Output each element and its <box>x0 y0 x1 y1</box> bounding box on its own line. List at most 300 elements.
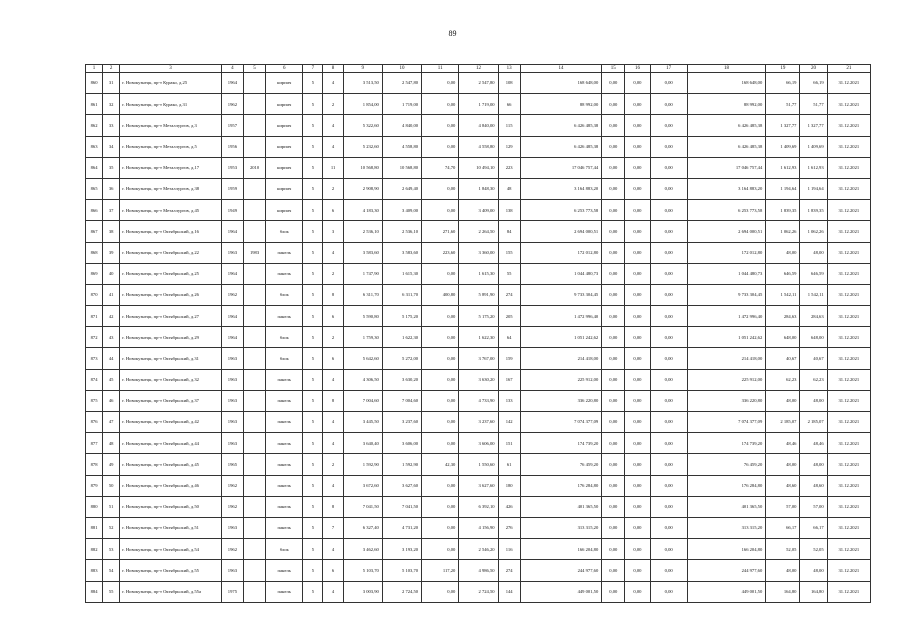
table-cell: 0,00 <box>650 433 687 454</box>
table-cell: 5 642,60 <box>343 348 382 369</box>
table-cell: 31.12.2021 <box>827 433 870 454</box>
table-cell: 0,00 <box>625 581 650 602</box>
table-cell: 31.12.2021 <box>827 263 870 284</box>
table-cell: 142 <box>498 412 520 433</box>
table-cell: 10 568,80 <box>382 157 421 178</box>
table-cell: 10 494,10 <box>459 157 498 178</box>
table-cell: панель <box>266 263 303 284</box>
table-cell: 866 <box>86 200 103 221</box>
table-cell: 276 <box>498 517 520 538</box>
column-header: 15 <box>602 65 625 73</box>
table-cell: 6 <box>323 348 343 369</box>
table-cell: 0,00 <box>602 327 625 348</box>
column-header: 14 <box>520 65 602 73</box>
table-cell: кирпич <box>266 200 303 221</box>
table-row <box>86 306 871 327</box>
table-row <box>86 369 871 390</box>
table-cell: 867 <box>86 221 103 242</box>
table-cell: 0,00 <box>650 157 687 178</box>
table-cell: 2 185,07 <box>766 412 800 433</box>
column-header: 7 <box>303 65 323 73</box>
table-cell: 3 767,00 <box>459 348 498 369</box>
table-cell: 167 <box>498 369 520 390</box>
table-row <box>86 475 871 496</box>
table-cell: 1 839,35 <box>800 200 827 221</box>
table-cell: 1 044 480,73 <box>687 263 766 284</box>
table-cell: 274 <box>498 284 520 305</box>
table-cell: 31.12.2021 <box>827 115 870 136</box>
address-cell: г. Новокузнецк, пр-т Октябрьский, д.32 <box>120 369 222 390</box>
table-cell: 2 <box>323 94 343 115</box>
table-cell: кирпич <box>266 136 303 157</box>
table-cell: 3 164 883,20 <box>520 178 602 199</box>
registry-table <box>85 64 871 603</box>
table-cell: 3 630,20 <box>382 369 421 390</box>
table-cell: панель <box>266 412 303 433</box>
address-cell: г. Новокузнецк, пр-т Октябрьский, д.45 <box>120 454 222 475</box>
table-cell <box>243 263 265 284</box>
table-row <box>86 454 871 475</box>
table-cell: 31.12.2021 <box>827 581 870 602</box>
table-cell: 1 327,77 <box>766 115 800 136</box>
table-cell: 3 583,60 <box>382 242 421 263</box>
table-cell: 66 <box>498 94 520 115</box>
table-cell: 879 <box>86 475 103 496</box>
table-cell: 0,00 <box>650 221 687 242</box>
table-cell: 1963 <box>221 242 243 263</box>
table-cell: 0,00 <box>602 263 625 284</box>
table-cell: 6 <box>323 306 343 327</box>
table-cell: 883 <box>86 560 103 581</box>
table-cell: 4 306,50 <box>343 369 382 390</box>
table-cell: 3 164 883,20 <box>687 178 766 199</box>
table-cell: 5 175,20 <box>459 306 498 327</box>
column-header: 12 <box>459 65 498 73</box>
table-cell: 646,59 <box>800 263 827 284</box>
table-cell: 5 <box>303 581 323 602</box>
table-cell: панель <box>266 517 303 538</box>
table-cell: 41 <box>103 284 120 305</box>
table-cell: 2 724,50 <box>459 581 498 602</box>
table-cell: 0,00 <box>422 263 459 284</box>
table-cell: 0,00 <box>625 496 650 517</box>
table-cell: 42 <box>103 306 120 327</box>
table-cell: 0,00 <box>650 263 687 284</box>
table-cell: 48,00 <box>800 560 827 581</box>
table-cell: 3 513,50 <box>343 73 382 94</box>
table-cell: 66,19 <box>800 73 827 94</box>
table-cell: 35 <box>103 157 120 178</box>
table-cell: 5 <box>303 263 323 284</box>
table-cell: блок <box>266 221 303 242</box>
table-cell: 7 041,50 <box>382 496 421 517</box>
table-cell: 76 459,20 <box>520 454 602 475</box>
table-cell: 180 <box>498 475 520 496</box>
table-cell: 0,00 <box>625 327 650 348</box>
table-cell: 5 <box>303 94 323 115</box>
table-cell: 1 044 480,73 <box>520 263 602 284</box>
table-cell: 4 <box>323 369 343 390</box>
address-cell: г. Новокузнецк, пр-т Октябрьский, д.27 <box>120 306 222 327</box>
table-cell: 172 012,80 <box>687 242 766 263</box>
table-cell: 57,00 <box>766 496 800 517</box>
column-header: 3 <box>120 65 222 73</box>
table-cell <box>243 581 265 602</box>
table-cell: 8 <box>323 390 343 411</box>
table-cell: 1 612,93 <box>800 157 827 178</box>
address-cell: г. Новокузнецк, пр-т Металлургов, д.45 <box>120 200 222 221</box>
address-cell: г. Новокузнецк, пр-т Курако, д.31 <box>120 94 222 115</box>
table-cell: 5 <box>303 73 323 94</box>
table-cell: 164,80 <box>766 581 800 602</box>
table-row <box>86 581 871 602</box>
table-cell: 878 <box>86 454 103 475</box>
table-cell: 1 747,90 <box>343 263 382 284</box>
table-cell: 0,00 <box>602 517 625 538</box>
address-cell: г. Новокузнецк, пр-т Металлургов, д.3 <box>120 115 222 136</box>
table-cell: 4 <box>323 581 343 602</box>
table-cell: 48 <box>103 433 120 454</box>
table-cell: 0,00 <box>422 390 459 411</box>
table-cell: панель <box>266 369 303 390</box>
table-cell: 155 <box>498 242 520 263</box>
table-cell: 159 <box>498 348 520 369</box>
table-cell: кирпич <box>266 115 303 136</box>
table-cell: 862 <box>86 115 103 136</box>
table-cell: 401 365,50 <box>687 496 766 517</box>
table-cell: 0,00 <box>422 581 459 602</box>
table-cell: 5 590,80 <box>343 306 382 327</box>
table-cell <box>243 348 265 369</box>
table-cell: 1959 <box>221 178 243 199</box>
table-cell: 31.12.2021 <box>827 348 870 369</box>
table-cell: 4 156,90 <box>459 517 498 538</box>
table-cell: 449 001,50 <box>520 581 602 602</box>
table-cell: блок <box>266 539 303 560</box>
address-cell: г. Новокузнецк, пр-т Октябрьский, д.22 <box>120 242 222 263</box>
address-cell: г. Новокузнецк, пр-т Октябрьский, д.55а <box>120 581 222 602</box>
table-cell: 1962 <box>221 496 243 517</box>
table-cell: 3 003,90 <box>343 581 382 602</box>
column-header: 8 <box>323 65 343 73</box>
table-cell: 0,00 <box>625 284 650 305</box>
table-cell: 0,00 <box>625 242 650 263</box>
table-cell <box>243 136 265 157</box>
table-cell: 48,00 <box>766 242 800 263</box>
table-cell: 129 <box>498 136 520 157</box>
address-cell: г. Новокузнецк, пр-т Октябрьский, д.16 <box>120 221 222 242</box>
table-cell: 31.12.2021 <box>827 390 870 411</box>
table-cell: 4 <box>323 73 343 94</box>
table-cell: 205 <box>498 306 520 327</box>
table-cell: 0,00 <box>650 327 687 348</box>
table-cell: 648,00 <box>800 327 827 348</box>
table-cell: 7 074 377,09 <box>520 412 602 433</box>
table-header-row <box>86 65 871 73</box>
table-cell: 861 <box>86 94 103 115</box>
table-cell: 9 733 304,45 <box>687 284 766 305</box>
table-cell <box>243 539 265 560</box>
table-row <box>86 178 871 199</box>
table-cell: 1963 <box>221 369 243 390</box>
table-cell: 2 <box>323 327 343 348</box>
table-cell: 48,00 <box>766 560 800 581</box>
address-cell: г. Новокузнецк, пр-т Курако, д.25 <box>120 73 222 94</box>
table-cell: 0,00 <box>602 115 625 136</box>
table-cell: блок <box>266 327 303 348</box>
table-cell: 0,00 <box>625 348 650 369</box>
table-cell: 1964 <box>221 327 243 348</box>
table-cell: 882 <box>86 539 103 560</box>
table-cell: 48,00 <box>766 454 800 475</box>
table-cell <box>243 115 265 136</box>
table-cell: 0,00 <box>602 496 625 517</box>
table-row <box>86 73 871 94</box>
address-cell: г. Новокузнецк, пр-т Октябрьский, д.25 <box>120 263 222 284</box>
table-cell: 31.12.2021 <box>827 157 870 178</box>
table-cell: 5 <box>303 454 323 475</box>
table-cell: 0,00 <box>602 433 625 454</box>
table-cell: 66,17 <box>766 517 800 538</box>
table-cell: 0,00 <box>422 200 459 221</box>
table-cell: 0,00 <box>422 136 459 157</box>
table-cell: 0,00 <box>650 94 687 115</box>
table-cell: 31 <box>103 73 120 94</box>
table-cell: 48,46 <box>800 433 827 454</box>
table-cell: 115 <box>498 115 520 136</box>
address-cell: г. Новокузнецк, пр-т Октябрьский, д.50 <box>120 496 222 517</box>
column-header: 11 <box>422 65 459 73</box>
column-header: 5 <box>243 65 265 73</box>
table-cell: 336 220,80 <box>687 390 766 411</box>
table-cell: 875 <box>86 390 103 411</box>
table-cell: 5 <box>303 475 323 496</box>
table-cell: 1983 <box>243 242 265 263</box>
table-cell: 0,00 <box>625 94 650 115</box>
table-cell: 1 051 242,62 <box>520 327 602 348</box>
table-cell: 0,00 <box>422 327 459 348</box>
table-cell: 3 627,60 <box>382 475 421 496</box>
table-cell: 5 <box>303 539 323 560</box>
table-cell: 3 237,60 <box>382 412 421 433</box>
table-cell: 2 546,20 <box>459 539 498 560</box>
table-cell: 1 051 242,62 <box>687 327 766 348</box>
table-cell: 2 694 000,51 <box>520 221 602 242</box>
table-cell: 646,59 <box>766 263 800 284</box>
table-cell: кирпич <box>266 157 303 178</box>
table-cell: 52 <box>103 517 120 538</box>
table-cell: 1962 <box>221 475 243 496</box>
table-cell: 54 <box>103 560 120 581</box>
table-cell: 2 694 000,51 <box>687 221 766 242</box>
table-cell: 31.12.2021 <box>827 369 870 390</box>
table-cell: 1964 <box>221 221 243 242</box>
table-cell <box>243 94 265 115</box>
table-cell: 2 536,10 <box>382 221 421 242</box>
table-cell: 284,63 <box>800 306 827 327</box>
table-cell: 2 649,40 <box>382 178 421 199</box>
table-cell: 1975 <box>221 581 243 602</box>
table-cell: 1963 <box>221 390 243 411</box>
table-cell: кирпич <box>266 94 303 115</box>
table-cell: 48,00 <box>800 390 827 411</box>
table-cell: 0,00 <box>650 517 687 538</box>
table-cell: 36 <box>103 178 120 199</box>
table-cell: 0,00 <box>625 136 650 157</box>
table-cell: 57,00 <box>800 496 827 517</box>
table-cell: 1964 <box>221 73 243 94</box>
table-cell: 0,00 <box>625 560 650 581</box>
table-cell: 1962 <box>221 539 243 560</box>
table-cell: 51,77 <box>766 94 800 115</box>
table-cell: 1964 <box>221 263 243 284</box>
table-cell: 5 <box>303 348 323 369</box>
table-cell: 0,00 <box>602 178 625 199</box>
table-cell: 214 418,00 <box>520 348 602 369</box>
table-cell: 3 627,60 <box>459 475 498 496</box>
table-cell: 271,60 <box>422 221 459 242</box>
table-cell: 426 <box>498 496 520 517</box>
table-cell: 6 327,40 <box>343 517 382 538</box>
table-cell: 0,00 <box>422 369 459 390</box>
table-cell: 0,00 <box>422 115 459 136</box>
table-cell: 33 <box>103 115 120 136</box>
table-cell: 0,00 <box>650 539 687 560</box>
table-cell: 1 542,11 <box>766 284 800 305</box>
table-cell: 0,00 <box>625 263 650 284</box>
table-cell: 0,00 <box>602 539 625 560</box>
table-cell: 5 <box>303 242 323 263</box>
table-cell: 1 592,90 <box>382 454 421 475</box>
table-cell: 48,00 <box>766 390 800 411</box>
table-cell: 40 <box>103 263 120 284</box>
table-cell: 5 <box>303 136 323 157</box>
table-cell: 876 <box>86 412 103 433</box>
table-cell: 0,00 <box>602 221 625 242</box>
table-cell: 1 839,35 <box>766 200 800 221</box>
table-cell: кирпич <box>266 178 303 199</box>
table-cell: 2 <box>323 454 343 475</box>
table-cell <box>243 369 265 390</box>
table-cell: 43 <box>103 327 120 348</box>
table-cell: 31.12.2021 <box>827 454 870 475</box>
table-cell: 4 986,50 <box>459 560 498 581</box>
table-cell: 0,00 <box>625 369 650 390</box>
table-cell: 2 <box>323 178 343 199</box>
table-cell: 39 <box>103 242 120 263</box>
table-cell: 0,00 <box>602 242 625 263</box>
address-cell: г. Новокузнецк, пр-т Октябрьский, д.46 <box>120 475 222 496</box>
table-cell: 4 840,00 <box>382 115 421 136</box>
table-cell: 2 547,80 <box>382 73 421 94</box>
table-cell <box>243 475 265 496</box>
table-cell: 0,00 <box>625 475 650 496</box>
table-cell <box>243 73 265 94</box>
table-cell: 860 <box>86 73 103 94</box>
table-cell: 31.12.2021 <box>827 136 870 157</box>
table-cell: 0,00 <box>650 348 687 369</box>
table-row <box>86 115 871 136</box>
table-cell: 1 472 996,40 <box>520 306 602 327</box>
column-header: 1 <box>86 65 103 73</box>
table-cell: 400,80 <box>422 284 459 305</box>
table-cell: 0,00 <box>650 581 687 602</box>
table-cell: 1 615,30 <box>382 263 421 284</box>
table-cell: 881 <box>86 517 103 538</box>
table-cell: 31.12.2021 <box>827 306 870 327</box>
table-cell: 5 103,70 <box>343 560 382 581</box>
table-cell: 48,60 <box>766 475 800 496</box>
table-cell: панель <box>266 390 303 411</box>
table-cell: 42,30 <box>422 454 459 475</box>
table-cell <box>243 496 265 517</box>
table-cell: 151 <box>498 433 520 454</box>
table-cell: 0,00 <box>625 390 650 411</box>
column-header: 10 <box>382 65 421 73</box>
table-cell: 51 <box>103 496 120 517</box>
table-cell: 44 <box>103 348 120 369</box>
table-cell: 2 536,10 <box>343 221 382 242</box>
table-cell: 0,00 <box>625 412 650 433</box>
table-cell: 1962 <box>221 94 243 115</box>
table-cell: 4 <box>323 539 343 560</box>
table-cell <box>243 284 265 305</box>
table-cell: 3 606,00 <box>382 433 421 454</box>
column-header: 19 <box>766 65 800 73</box>
table-cell: 0,00 <box>602 136 625 157</box>
table-cell: 64 <box>498 327 520 348</box>
table-row <box>86 200 871 221</box>
table-cell: 1957 <box>221 115 243 136</box>
table-cell: панель <box>266 242 303 263</box>
table-cell: 1 615,30 <box>459 263 498 284</box>
table-cell: 0,00 <box>602 73 625 94</box>
column-header: 17 <box>650 65 687 73</box>
table-cell: 45 <box>103 369 120 390</box>
table-cell: 0,00 <box>625 157 650 178</box>
table-row <box>86 242 871 263</box>
table-cell: 0,00 <box>650 390 687 411</box>
table-cell: панель <box>266 433 303 454</box>
table-cell: 6 253 773,58 <box>687 200 766 221</box>
table-cell: 6 311,70 <box>382 284 421 305</box>
table-cell: 76 459,20 <box>687 454 766 475</box>
table-row <box>86 136 871 157</box>
table-cell <box>243 221 265 242</box>
table-cell: 1 592,90 <box>343 454 382 475</box>
table-cell: 871 <box>86 306 103 327</box>
table-cell: 0,00 <box>650 412 687 433</box>
table-cell: 5 103,70 <box>382 560 421 581</box>
column-header: 20 <box>800 65 827 73</box>
table-cell: 1963 <box>221 412 243 433</box>
table-cell: 5 <box>303 306 323 327</box>
table-cell: 0,00 <box>625 115 650 136</box>
table-cell: 0,00 <box>625 454 650 475</box>
table-cell: 2 264,50 <box>459 221 498 242</box>
address-cell: г. Новокузнецк, пр-т Октябрьский, д.51 <box>120 517 222 538</box>
table-cell: 62,23 <box>800 369 827 390</box>
table-cell: 1 409,69 <box>800 136 827 157</box>
table-cell: 31.12.2021 <box>827 517 870 538</box>
table-cell <box>243 327 265 348</box>
table-cell: блок <box>266 284 303 305</box>
table-cell <box>243 306 265 327</box>
address-cell: г. Новокузнецк, пр-т Октябрьский, д.31 <box>120 348 222 369</box>
table-cell: 0,00 <box>422 412 459 433</box>
table-cell: 0,00 <box>602 348 625 369</box>
table-cell: 117,20 <box>422 560 459 581</box>
